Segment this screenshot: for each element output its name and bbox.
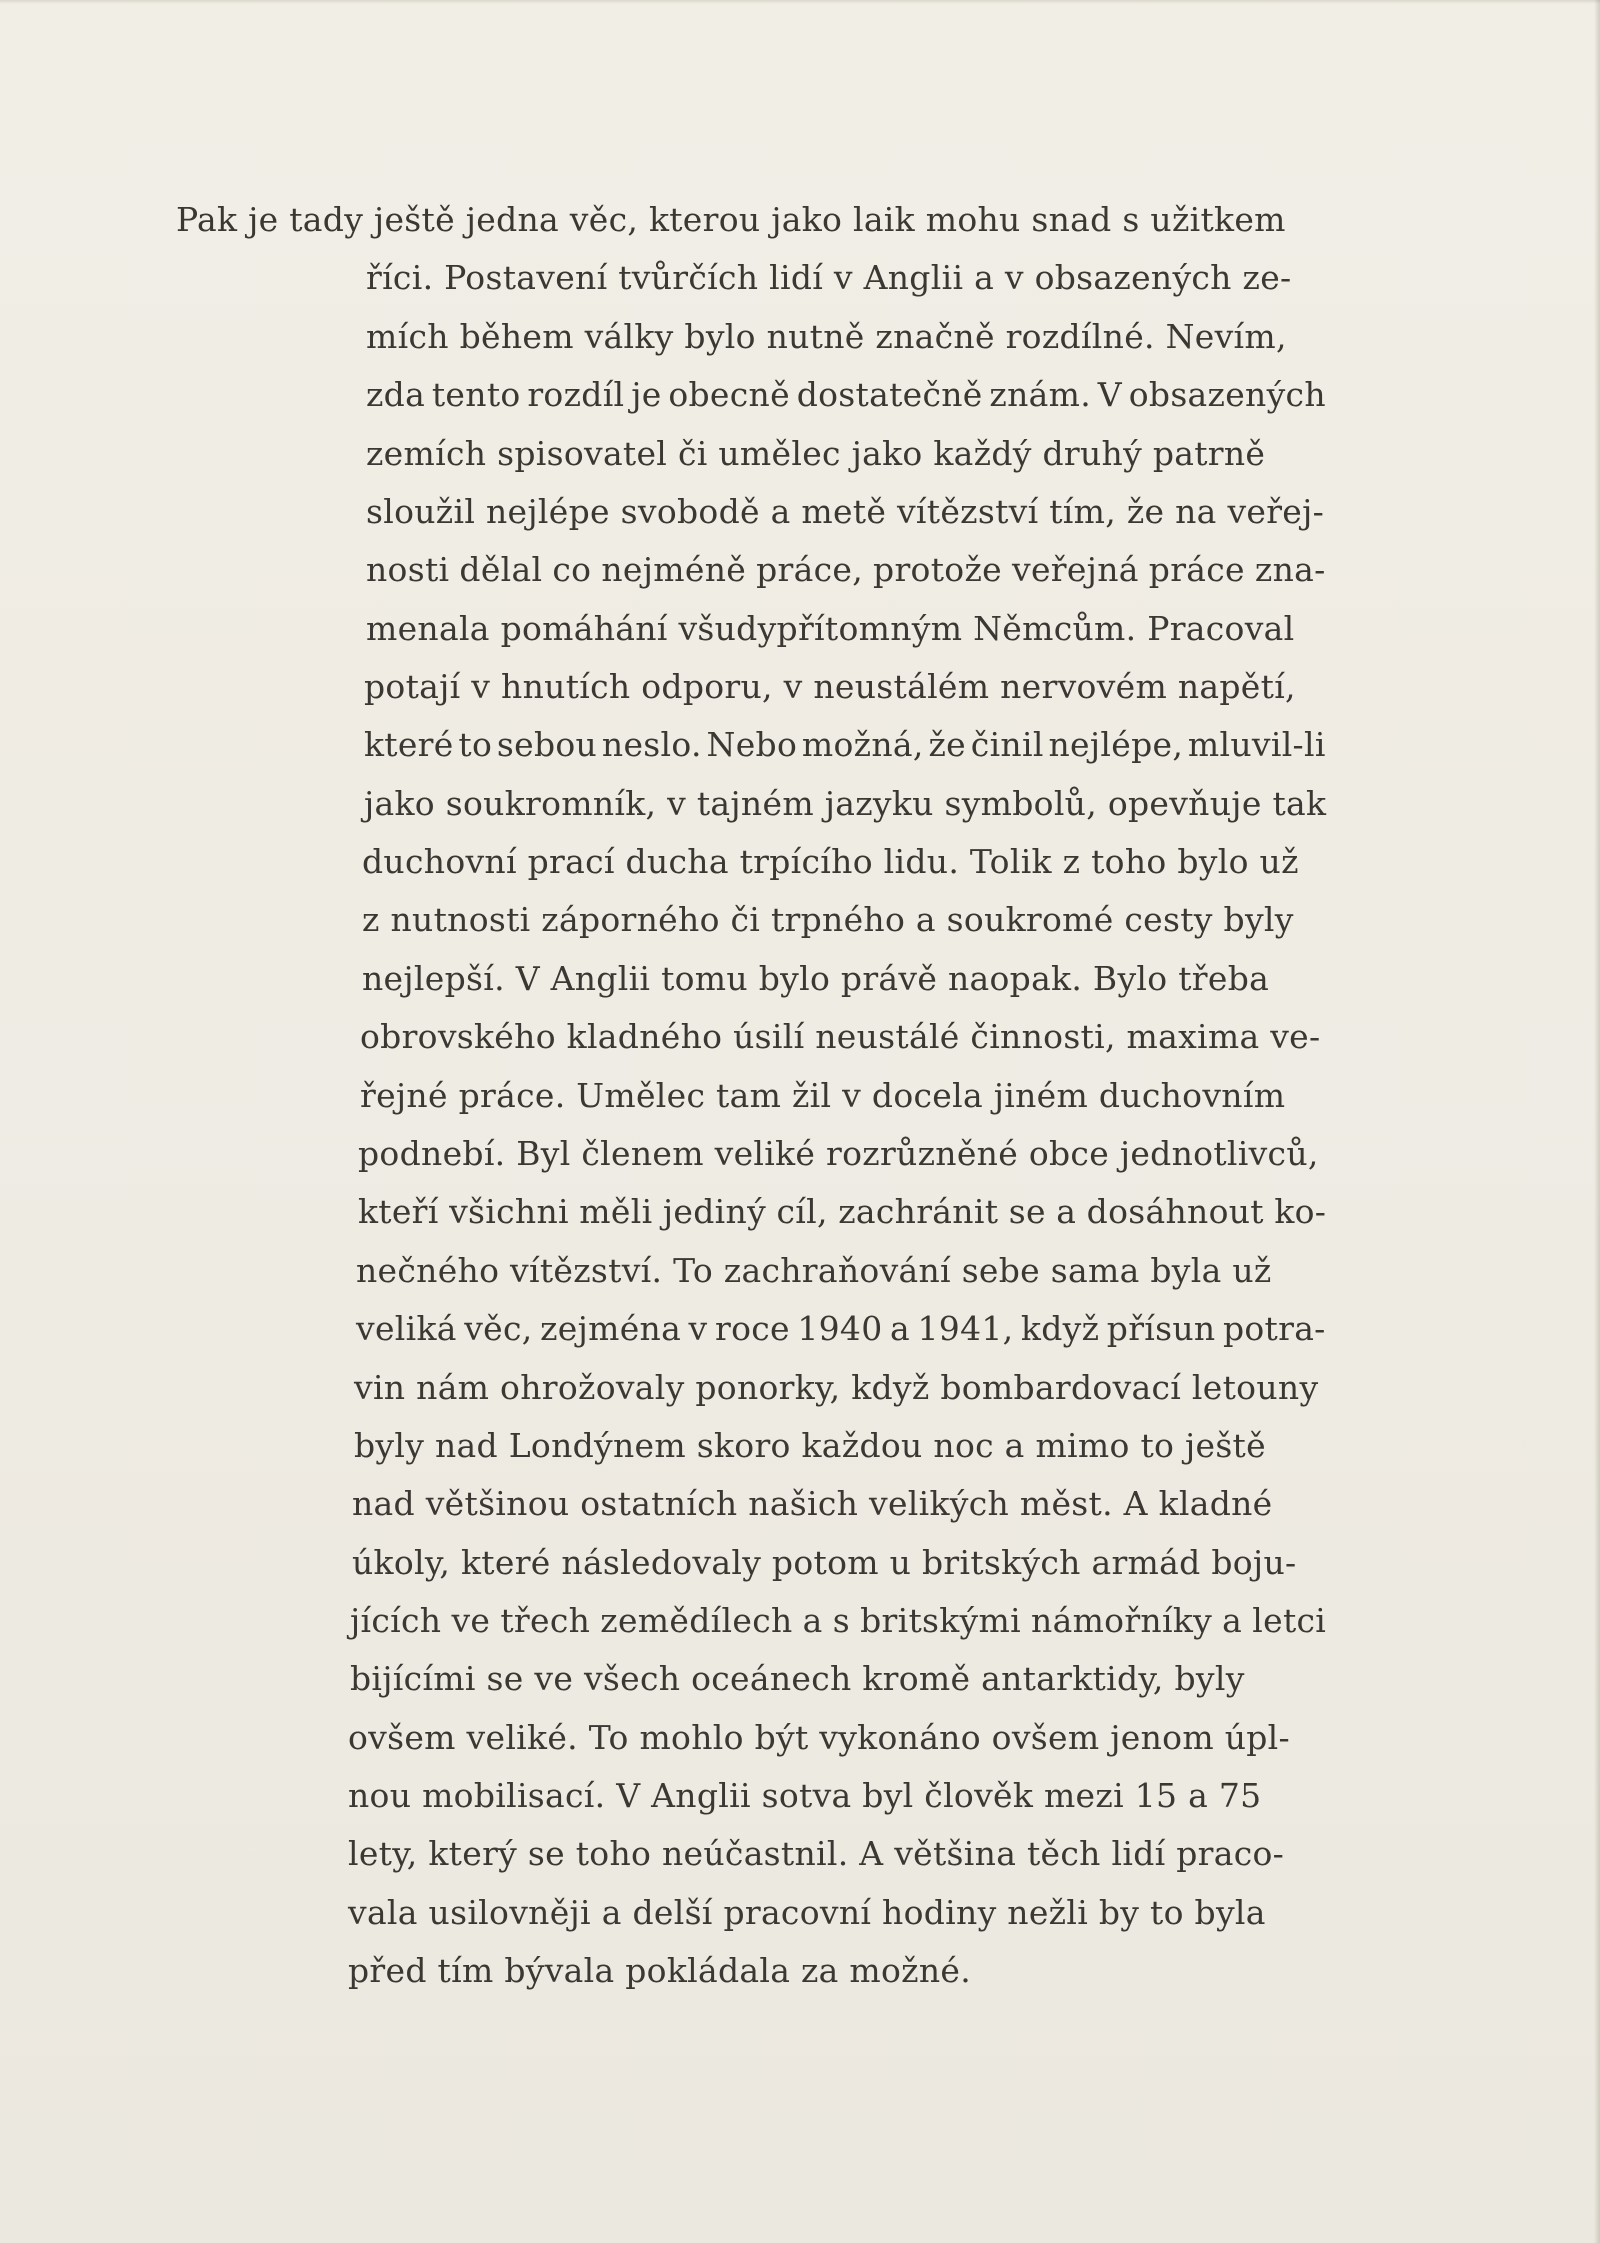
- text-line: vin nám ohrožovaly ponorky, když bombardovací letouny: [354, 1368, 1319, 1407]
- text-line: obrovského kladného úsilí neustálé činnosti, maxima ve-: [360, 1017, 1321, 1056]
- text-line: jících ve třech zemědílech a s britskými námořníky a letci: [350, 1601, 1327, 1640]
- text-line: říci. Postavení tvůrčích lidí v Anglii a v obsazených ze-: [366, 258, 1292, 297]
- text-line: veliká věc, zejména v roce 1940 a 1941, když přísun potra-: [356, 1309, 1326, 1348]
- page-top-edge: [0, 0, 1600, 4]
- text-line: nečného vítězství. To zachraňování sebe sama byla už: [356, 1251, 1272, 1290]
- text-line: zda tento rozdíl je obecně dostatečně znám. V obsazených: [366, 375, 1326, 414]
- text-line: úkoly, které následovaly potom u britských armád boju-: [352, 1543, 1297, 1582]
- text-line: jako soukromník, v tajném jazyku symbolů, opevňuje tak: [364, 784, 1327, 823]
- text-line: lety, který se toho neúčastnil. A většina těch lidí praco-: [348, 1834, 1285, 1873]
- text-line: sloužil nejlépe svobodě a metě vítězství tím, že na veřej-: [366, 492, 1325, 531]
- text-line: nejlepší. V Anglii tomu bylo právě naopak. Bylo třeba: [362, 959, 1270, 998]
- text-line: ovšem veliké. To mohlo být vykonáno ovšem jenom úpl-: [348, 1718, 1290, 1757]
- page-right-edge: [1594, 0, 1600, 2243]
- text-line: menala pomáhání všudypřítomným Němcům. Pracoval: [366, 609, 1295, 648]
- text-line: potají v hnutích odporu, v neustálém nervovém napětí,: [364, 667, 1296, 706]
- text-line: zemích spisovatel či umělec jako každý druhý patrně: [366, 434, 1266, 473]
- text-line: byly nad Londýnem skoro každou noc a mimo to ještě: [354, 1426, 1266, 1465]
- text-line: mích během války bylo nutně značně rozdílné. Nevím,: [366, 317, 1287, 356]
- text-line: nou mobilisací. V Anglii sotva byl člověk mezi 15 a 75: [348, 1776, 1262, 1815]
- text-line: Pak je tady ještě jedna věc, kterou jako laik mohu snad s užitkem: [176, 200, 1286, 239]
- text-line: z nutnosti záporného či trpného a soukromé cesty byly: [362, 900, 1294, 939]
- text-line: bijícími se ve všech oceánech kromě antarktidy, byly: [350, 1659, 1245, 1698]
- text-line: vala usilovněji a delší pracovní hodiny nežli by to byla: [348, 1893, 1266, 1932]
- text-line: duchovní prací ducha trpícího lidu. Tolik z toho bylo už: [362, 842, 1299, 881]
- text-line: podnebí. Byl členem veliké rozrůzněné obce jednotlivců,: [358, 1134, 1319, 1173]
- text-line-last: před tím bývala pokládala za možné.: [348, 1951, 972, 1990]
- text-line: kteří všichni měli jediný cíl, zachránit se a dosáhnout ko-: [358, 1192, 1327, 1231]
- text-line: které to sebou neslo. Nebo možná, že činil nejlépe, mluvil-li: [364, 725, 1326, 764]
- text-line: řejné práce. Umělec tam žil v docela jiném duchovním: [360, 1076, 1286, 1115]
- text-line: nosti dělal co nejméně práce, protože veřejná práce zna-: [366, 550, 1326, 589]
- text-line: nad většinou ostatních našich velikých měst. A kladné: [352, 1484, 1273, 1523]
